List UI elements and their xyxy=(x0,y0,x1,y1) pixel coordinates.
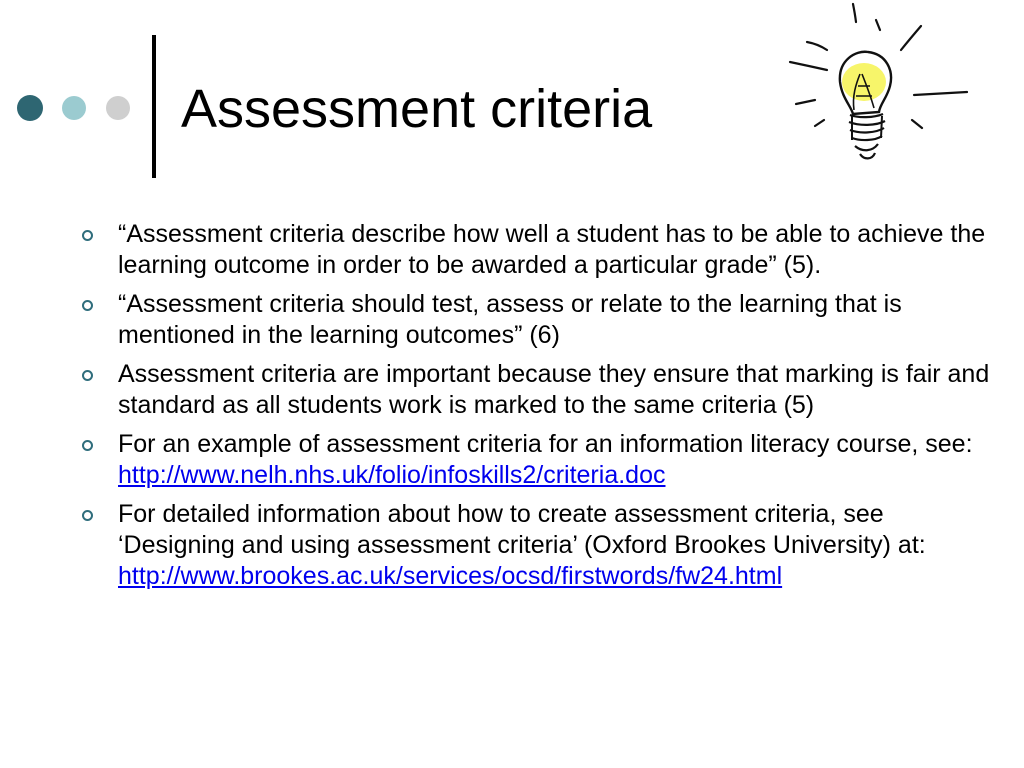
bullet-link[interactable]: http://www.brookes.ac.uk/services/ocsd/firstwords/fw24.html xyxy=(118,562,783,590)
bullet-item xyxy=(80,219,1000,281)
bullet-link[interactable]: http://www.nelh.nhs.uk/folio/infoskills2/criteria.doc xyxy=(118,461,666,489)
bullet-text: For detailed information about how to create assessment criteria, see ‘Designing and using assessment criteria’ (Oxford Brookes University) at: xyxy=(118,500,926,559)
bullet-list xyxy=(80,219,1000,592)
bullet-circle-icon xyxy=(82,300,93,311)
bullet-circle-icon xyxy=(82,510,93,521)
bullet-text: “Assessment criteria describe how well a student has to be able to achieve the learning outcome in order to be awarded a particular grade” (5). xyxy=(118,220,986,279)
title-divider xyxy=(152,35,156,178)
bullet-item xyxy=(80,429,1000,491)
slide-title: Assessment criteria xyxy=(181,79,653,139)
bullet-item xyxy=(80,289,1000,351)
bullet-circle-icon xyxy=(82,370,93,381)
lightbulb-icon xyxy=(782,0,982,170)
bullet-circle-icon xyxy=(82,230,93,241)
bullet-text: Assessment criteria are important because they ensure that marking is fair and standard as all students work is marked to the same criteria (5) xyxy=(118,360,990,419)
bullet-item xyxy=(80,499,1000,592)
decorative-dot-light xyxy=(62,96,86,120)
slide-body xyxy=(80,219,1000,600)
decorative-dot-dark xyxy=(17,95,43,121)
bullet-text: For an example of assessment criteria for an information literacy course, see: xyxy=(118,430,973,458)
bullet-circle-icon xyxy=(82,440,93,451)
bullet-text: “Assessment criteria should test, assess or relate to the learning that is mentioned in the learning outcomes” (6) xyxy=(118,290,902,349)
bullet-item xyxy=(80,359,1000,421)
decorative-dot-grey xyxy=(106,96,130,120)
